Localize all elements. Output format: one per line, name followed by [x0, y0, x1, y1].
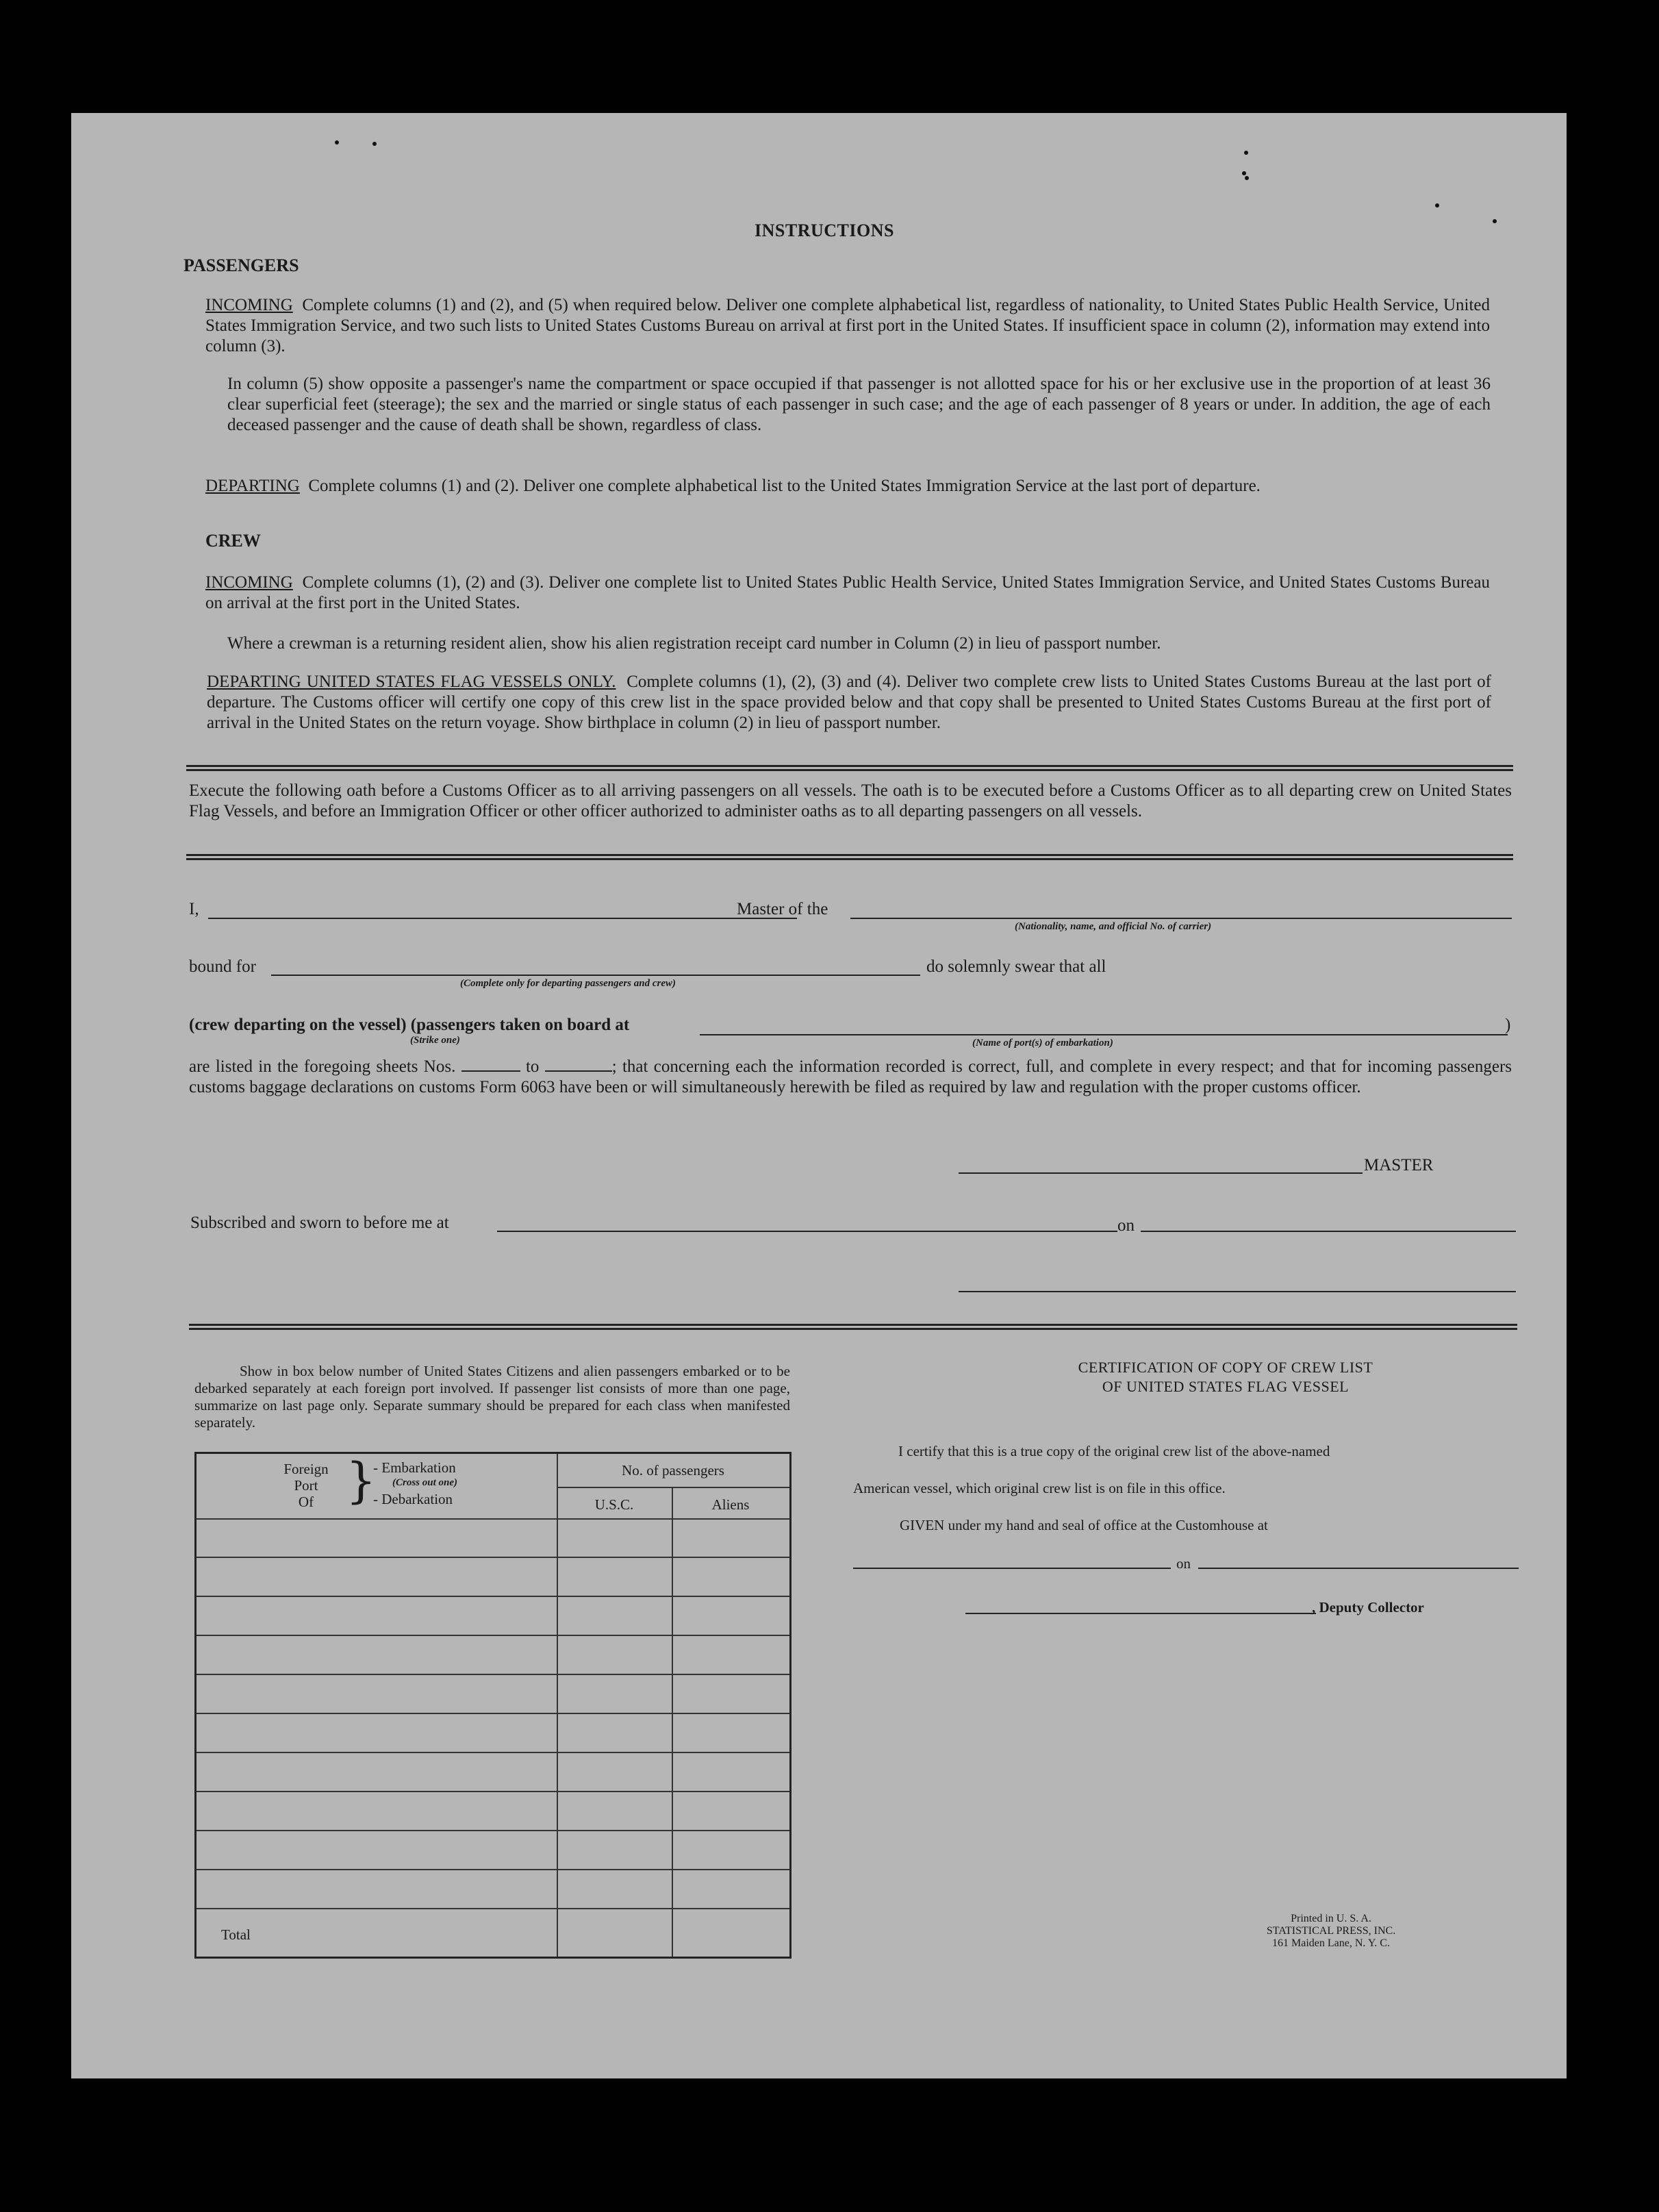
close-paren: )	[1505, 1016, 1511, 1034]
master-signature-line[interactable]	[959, 1172, 1363, 1174]
passengers-heading: PASSENGERS	[183, 255, 299, 275]
cross-out-hint: (Cross out one)	[392, 1477, 458, 1488]
certification-title-line2: OF UNITED STATES FLAG VESSEL	[1102, 1378, 1350, 1395]
crew-departing-strike: (crew departing on the vessel) (passengers taken on board at	[189, 1016, 630, 1034]
bound-for-field[interactable]	[271, 975, 920, 976]
speck	[1245, 176, 1249, 180]
table-row-line	[197, 1869, 789, 1870]
listed-paragraph	[189, 1057, 1512, 1098]
oath-i-label: I,	[189, 900, 199, 918]
master-label: MASTER	[1364, 1156, 1434, 1174]
document-page	[71, 113, 1567, 2078]
crew-returning-alien-note: Where a crewman is a returning resident alien, show his alien registration receipt card number in Column (2) in lieu of passport number.	[227, 634, 1161, 653]
foreign-port-header	[265, 1461, 347, 1510]
printer-imprint	[1228, 1913, 1434, 1950]
foreign-label: Foreign	[283, 1461, 329, 1477]
no-passengers-header: No. of passengers	[622, 1462, 724, 1479]
subscribed-label: Subscribed and sworn to before me at	[190, 1214, 449, 1232]
crew-incoming-paragraph	[205, 573, 1490, 614]
passengers-departing-paragraph	[205, 476, 1490, 497]
sworn-date-field[interactable]	[1141, 1231, 1516, 1232]
passengers-column5-note: In column (5) show opposite a passenger's name the compartment or space occupied if that passenger is not allotted space for his or her exclusive use in the proportion of at least 36 clear superficial feet (steerage); the sex and the married or single status of each passenger in such case; and the age of each passenger of 8 years or under. In addition, the age of each deceased passenger and the cause of death shall be shown, regardless of class.	[227, 375, 1491, 434]
of-label: Of	[298, 1494, 314, 1510]
bound-for-label: bound for	[189, 957, 256, 976]
port-label: Port	[294, 1477, 318, 1494]
swear-text: do solemnly swear that all	[926, 957, 1106, 976]
certification-title-line1: CERTIFICATION OF COPY OF CREW LIST	[1078, 1359, 1373, 1376]
speck	[372, 142, 377, 146]
crew-departing-paragraph	[207, 672, 1491, 733]
deputy-collector-signature-line[interactable]	[965, 1613, 1316, 1614]
sheet-to-field[interactable]	[545, 1058, 612, 1072]
crew-incoming-label: INCOMING	[205, 573, 293, 592]
table-row-line	[197, 1674, 789, 1675]
divider	[186, 854, 1513, 856]
cert-on-label: on	[1176, 1555, 1191, 1572]
speck	[1435, 203, 1439, 208]
embarkation-label: - Embarkation	[373, 1459, 456, 1476]
passenger-summary-table	[194, 1452, 791, 1959]
aliens-header: Aliens	[711, 1496, 750, 1513]
sheet-from-field[interactable]	[461, 1058, 520, 1072]
sworn-on-label: on	[1117, 1216, 1135, 1235]
ports-hint: (Name of port(s) of embarkation)	[972, 1038, 1113, 1048]
total-label: Total	[221, 1926, 251, 1943]
debarkation-label: - Debarkation	[373, 1491, 453, 1507]
listed-to: to	[525, 1057, 540, 1076]
oath-instruction: Execute the following oath before a Customs Officer as to all arriving passengers on all vessels. The oath is to be executed before a Customs Officer as to all departing crew on United States Flag Vessels, and before an Immigration Officer or other officer authorized to administer oaths as to all departing passengers on all vessels.	[189, 781, 1512, 820]
table-row-line	[197, 1713, 789, 1714]
table-divider	[197, 1518, 789, 1520]
listed-prefix: are listed in the foregoing sheets Nos.	[189, 1057, 456, 1076]
passengers-incoming-paragraph	[205, 295, 1490, 357]
table-row-line	[197, 1791, 789, 1792]
customhouse-field[interactable]	[853, 1568, 1171, 1569]
brace: }	[346, 1453, 377, 1509]
speck	[1493, 219, 1497, 223]
table-divider	[557, 1487, 789, 1488]
crew-heading: CREW	[205, 531, 261, 551]
cert-date-field[interactable]	[1198, 1568, 1519, 1569]
passengers-incoming-text: Complete columns (1) and (2), and (5) when required below. Deliver one complete alphabetical list, regardless of nationality, to United States Public Health Service, United States Immigration Service, and two such lists to United States Customs Bureau on arrival at first port in the United States. If insufficient space in column (2), information may extend into column (3).	[205, 296, 1490, 355]
printer-line3: 161 Maiden Lane, N. Y. C.	[1272, 1937, 1390, 1949]
passengers-incoming-label: INCOMING	[205, 296, 293, 314]
master-of-the-label: Master of the	[737, 900, 828, 918]
certify-text: I certify that this is a true copy of the original crew list of the above-named	[898, 1443, 1330, 1459]
deputy-collector-label: , Deputy Collector	[1312, 1599, 1424, 1616]
table-row-line	[197, 1557, 789, 1558]
passengers-departing-label: DEPARTING	[205, 477, 300, 495]
strike-one-hint: (Strike one)	[410, 1035, 460, 1046]
table-row-line	[197, 1596, 789, 1597]
table-row-line	[197, 1635, 789, 1636]
crew-departing-text	[189, 1015, 629, 1035]
officer-signature-line[interactable]	[959, 1291, 1516, 1292]
divider	[186, 858, 1513, 860]
passengers-departing-text: Complete columns (1) and (2). Deliver one complete alphabetical list to the United States Immigration Service at the last port of departure.	[308, 477, 1261, 495]
speck	[1244, 151, 1248, 155]
speck	[1242, 171, 1246, 175]
speck	[335, 140, 339, 144]
divider	[186, 769, 1513, 771]
listed-rest: ; that concerning each the information recorded is correct, full, and complete in every respect; and that for incoming passengers customs baggage declarations on customs Form 6063 have been or will simultaneously herewith be filed as required by law and regulation with the proper customs officer.	[189, 1057, 1512, 1096]
master-name-field[interactable]	[208, 918, 797, 919]
bound-hint: (Complete only for departing passengers and crew)	[460, 978, 676, 989]
page-title: INSTRUCTIONS	[755, 221, 894, 240]
divider	[189, 1324, 1517, 1326]
table-row-line	[197, 1908, 789, 1909]
carrier-hint: (Nationality, name, and official No. of carrier)	[1015, 921, 1212, 932]
american-vessel-text: American vessel, which original crew list is on file in this office.	[853, 1480, 1226, 1496]
divider	[189, 1328, 1517, 1330]
table-divider	[557, 1454, 558, 1957]
table-row-line	[197, 1830, 789, 1831]
crew-departing-label: DEPARTING UNITED STATES FLAG VESSELS ONLY.	[207, 673, 616, 691]
given-text: GIVEN under my hand and seal of office at the Customhouse at	[900, 1517, 1268, 1533]
certification-title	[917, 1358, 1534, 1396]
usc-header: U.S.C.	[594, 1496, 634, 1513]
table-row-line	[197, 1752, 789, 1753]
printer-line1: Printed in U. S. A.	[1291, 1913, 1371, 1924]
crew-incoming-text: Complete columns (1), (2) and (3). Deliver one complete list to United States Public Health Service, United States Immigration Service, and United States Customs Bureau on arrival at the first port in the United States.	[205, 573, 1490, 612]
sworn-place-field[interactable]	[497, 1231, 1117, 1232]
carrier-field[interactable]	[850, 918, 1512, 919]
embarkation-ports-field[interactable]	[700, 1034, 1508, 1035]
crew-departing-text: Complete columns (1), (2), (3) and (4). Deliver two complete crew lists to United States Customs Bureau at the last port of departure. The Customs officer will certify one copy of this crew list in the space provided below and that copy shall be presented to United States Customs Bureau at the first port of arrival in the United States on the return voyage. Show birthplace in column (2) in lieu of passport number.	[207, 673, 1491, 732]
summary-instruction: Show in box below number of United States Citizens and alien passengers embarked or to be debarked separately at each foreign port involved. If passenger list consists of more than one page, summarize on last page only. Separate summary should be prepared for each class when manifested separately.	[194, 1363, 790, 1431]
divider	[186, 765, 1513, 767]
printer-line2: STATISTICAL PRESS, INC.	[1266, 1925, 1396, 1937]
